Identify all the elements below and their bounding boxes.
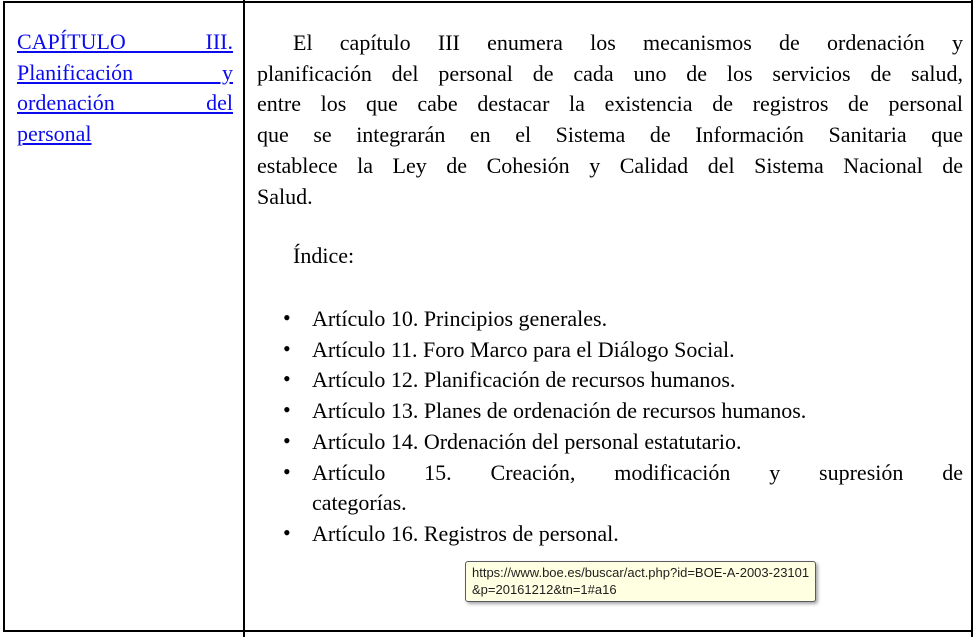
table-border-right [971, 0, 973, 637]
text-line: establece la Ley de Cohesión y Calidad del Sistema Nacional de [257, 152, 963, 178]
text-line: https://www.boe.es/buscar/act.php?id=BOE-A-2003-23101 [472, 565, 810, 580]
text-line: Artículo 12. Planificación de recursos humanos. [312, 367, 736, 393]
chapter-iii-link[interactable] [17, 27, 233, 149]
text-line: CAPÍTULO III. [17, 29, 233, 54]
index-heading: Índice: [293, 243, 355, 268]
bullet-icon: • [283, 335, 291, 361]
column-divider [243, 0, 245, 637]
text-line: El capítulo III enumera los mecanismos de ordenación y [293, 30, 963, 55]
articles-list [257, 304, 963, 550]
url-tooltip [465, 561, 816, 602]
chapter-summary-paragraph [257, 28, 963, 212]
list-item [257, 396, 963, 427]
text-line: personal [17, 120, 92, 146]
text-line: Artículo 11. Foro Marco para el Diálogo Social. [312, 336, 735, 362]
table-border-bottom [3, 630, 973, 632]
article-15-text [312, 458, 963, 519]
list-item [257, 335, 963, 366]
bullet-icon: • [283, 519, 291, 545]
table-border-left [3, 1, 5, 632]
article-16-text [312, 519, 963, 550]
list-item [257, 304, 963, 335]
text-line: entre los que cabe destacar la existencia de registros de personal [257, 91, 963, 117]
text-line: Planificación y [17, 59, 233, 85]
text-line: que se integrarán en el Sistema de Información Sanitaria que [257, 122, 963, 148]
article-10-text [312, 304, 963, 335]
text-line: Artículo 15. Creación, modificación y supresión de [312, 459, 963, 485]
list-item [257, 458, 963, 519]
bullet-icon: • [283, 458, 291, 484]
table-border-top [3, 1, 973, 3]
text-line: ordenación del [17, 90, 233, 116]
text-line: planificación del personal de cada uno de los servicios de salud, [257, 60, 963, 86]
text-line: Artículo 10. Principios generales. [312, 306, 608, 331]
bullet-icon: • [283, 305, 291, 330]
text-line: Salud. [257, 183, 313, 209]
text-line: &p=20161212&tn=1#a16 [472, 582, 617, 597]
text-line: categorías. [312, 490, 407, 516]
article-12-text [312, 365, 963, 396]
article-14-text [312, 427, 963, 458]
bullet-icon: • [283, 366, 291, 392]
text-line: Artículo 13. Planes de ordenación de recursos humanos. [312, 398, 807, 424]
article-11-text [312, 335, 963, 366]
bullet-icon: • [283, 427, 291, 453]
article-13-text [312, 396, 963, 427]
list-item [257, 427, 963, 458]
text-line: Artículo 14. Ordenación del personal estatutario. [312, 428, 742, 454]
bullet-icon: • [283, 397, 291, 423]
text-line: Artículo 16. Registros de personal. [312, 520, 619, 546]
list-item [257, 365, 963, 396]
list-item [257, 519, 963, 550]
